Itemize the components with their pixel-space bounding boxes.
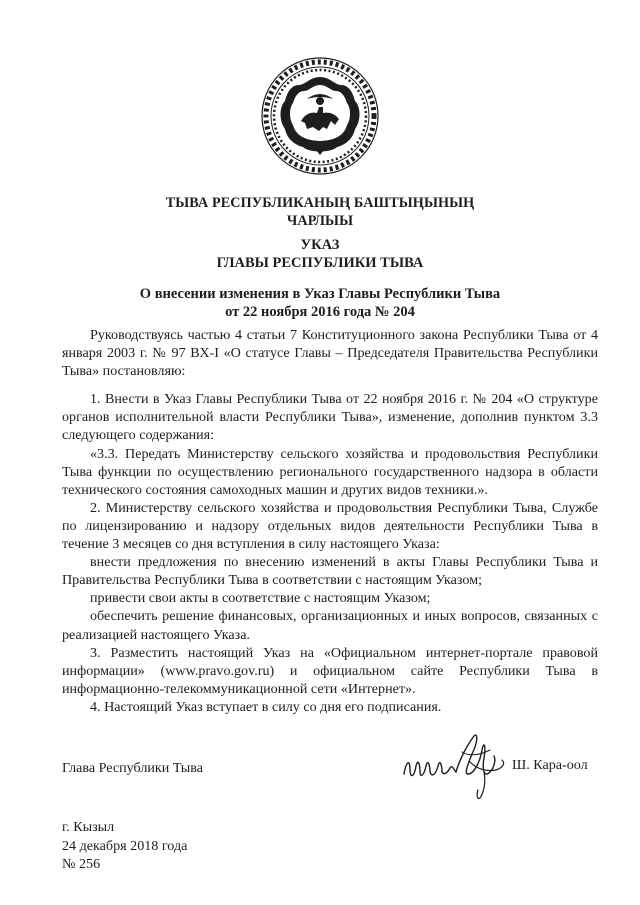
item-2-sub-2: привести свои акты в соответствие с настоящим Указом; [90,590,431,607]
quoted-clause-paragraph: «3.3. Передать Министерству сельского хозяйства и продовольствия Республики Тыва функции по осуществлению регионального государственного надзора в области технического состояния самоходных машин и других видов техники.». [62,445,598,498]
item-2-sub-3: обеспечить решение финансовых, организационных и иных вопросов, связанных с реализацией настоящего Указа. [62,608,598,643]
coat-of-arms-icon [257,55,383,177]
item-2-sub-1: внести предложения по внесению изменений в акты Главы Республики Тыва и Правительства Республики Тыва в соответствии с настоящим Указом; [62,554,598,589]
item-1-paragraph: 1. Внести в Указ Главы Республики Тыва от 22 ноября 2016 г. № 204 «О структуре органов исполнительной власти Республики Тыва», изменение, дополнив пунктом 3.3 следующего содержания: [62,391,598,444]
ukaz-title: УКАЗ [300,237,340,253]
signatory-name: Ш. Кара-оол [512,757,588,773]
ukaz-heading [0,236,640,272]
preamble-paragraph: Руководствуясь частью 4 статьи 7 Конституционного закона Республики Тыва от 4 января 2003 г. № 97 ВХ-I «О статусе Главы – Председателя Правительства Республики Тыва» постановляю: [62,327,598,380]
tyva-heading-line1: ТЫВА РЕСПУБЛИКАНЫҢ БАШТЫҢЫНЫҢ [165,195,475,211]
tyva-heading-line2: ЧАРЛЫЫ [286,213,354,229]
ukaz-subtitle: ГЛАВЫ РЕСПУБЛИКИ ТЫВА [216,255,424,271]
document-title-line1: О внесении изменения в Указ Главы Республики Тыва [139,286,501,302]
document-body [62,326,598,716]
signatory-position: Глава Республики Тыва [62,760,203,776]
handwritten-signature [398,722,514,804]
document-title-line2: от 22 ноября 2016 года № 204 [225,304,415,320]
tyva-heading [0,194,640,230]
item-2-paragraph: 2. Министерству сельского хозяйства и продовольствия Республики Тыва, Службе по лицензированию и надзору отдельных видов деятельности Республики Тыва в течение 3 месяцев со дня вступления в силу настоящего Указа: [62,499,598,553]
document-footer [62,818,187,874]
item-3-paragraph: 3. Разместить настоящий Указ на «Официальном интернет-портале правовой информации» (www.pravo.gov.ru) и официальном сайте Республики Тыва в информационно-телекоммуникационной сети «Интернет». [62,644,598,697]
footer-number: № 256 [62,856,101,872]
item-4-paragraph: 4. Настоящий Указ вступает в силу со дня его подписания. [90,698,442,715]
footer-date: 24 декабря 2018 года [62,837,188,854]
footer-city: г. Кызыл [62,819,115,835]
document-title [0,285,640,321]
